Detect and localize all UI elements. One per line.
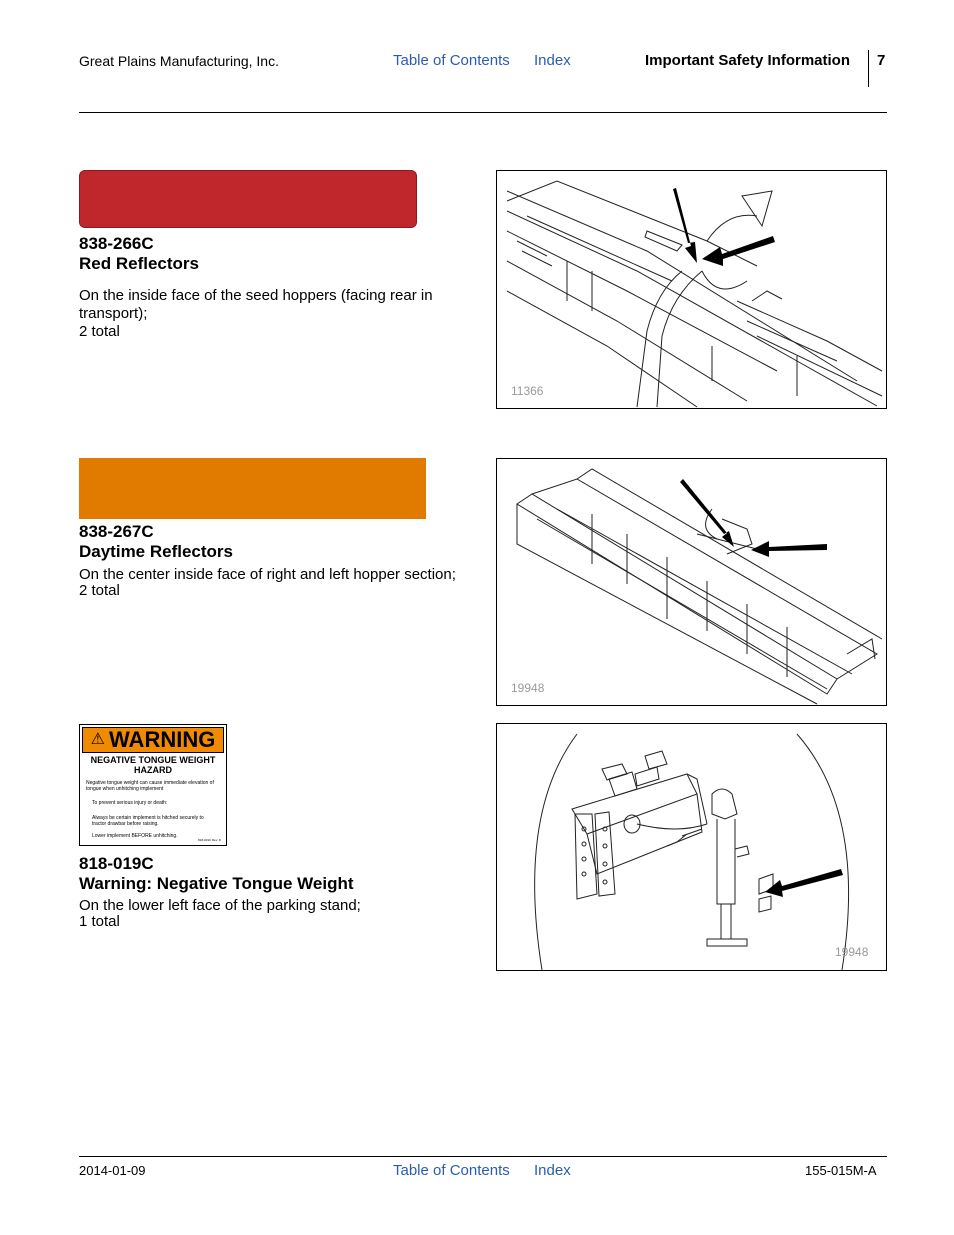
footer-index-link[interactable]: Index bbox=[534, 1162, 571, 1179]
decal-count: 2 total bbox=[79, 323, 120, 340]
decal-description: On the center inside face of right and left hopper section; bbox=[79, 566, 456, 583]
parking-stand-drawing bbox=[497, 724, 886, 970]
hopper-drawing bbox=[497, 171, 886, 408]
warning-header bbox=[82, 727, 224, 753]
warning-line1: Negative tongue weight can cause immediate elevation of tongue when unhitching implement bbox=[86, 780, 214, 792]
warning-line2: To prevent serious injury or death: bbox=[92, 800, 168, 806]
daytime-reflector-swatch bbox=[79, 458, 426, 519]
header-toc-link[interactable]: Table of Contents bbox=[393, 52, 510, 69]
section-title: Important Safety Information bbox=[645, 52, 851, 69]
warning-decal bbox=[79, 724, 227, 846]
decal-name: Warning: Negative Tongue Weight bbox=[79, 874, 354, 893]
figure-number: 19948 bbox=[835, 945, 869, 959]
company-name: Great Plains Manufacturing, Inc. bbox=[79, 53, 279, 69]
warning-signal-word: WARNING bbox=[109, 727, 216, 752]
decal-name: Red Reflectors bbox=[79, 254, 199, 273]
hopper-drawing bbox=[497, 459, 886, 705]
decal-description: On the lower left face of the parking stand; bbox=[79, 897, 361, 914]
warning-hazard-title: NEGATIVE TONGUE WEIGHT HAZARD bbox=[90, 755, 216, 775]
decal-count: 2 total bbox=[79, 582, 120, 599]
footer-date: 2014-01-09 bbox=[79, 1163, 146, 1178]
red-reflector-swatch bbox=[79, 170, 417, 228]
decal-description: On the inside face of the seed hoppers (facing rear in transport); bbox=[79, 287, 433, 322]
figure-parking-stand bbox=[496, 723, 887, 971]
figure-number: 11366 bbox=[511, 384, 544, 398]
decal-part-number: 838-266C bbox=[79, 234, 154, 253]
page-number: 7 bbox=[877, 52, 886, 69]
decal-count: 1 total bbox=[79, 913, 120, 930]
figure-red-reflectors bbox=[496, 170, 887, 409]
warning-bullet2: Lower implement BEFORE unhitching. bbox=[92, 833, 178, 839]
decal-part-number: 818-019C bbox=[79, 854, 154, 873]
figure-daytime-reflectors bbox=[496, 458, 887, 706]
header-divider bbox=[868, 50, 869, 87]
decal-part-number: 838-267C bbox=[79, 522, 154, 541]
warning-bullet1: Always be certain implement is hitched securely to tractor drawbar before raising. bbox=[92, 815, 204, 827]
header-rule bbox=[79, 112, 887, 113]
warning-triangle-icon: ⚠ bbox=[90, 731, 105, 748]
figure-number: 19948 bbox=[511, 681, 545, 695]
footer-rule bbox=[79, 1156, 887, 1157]
footer-toc-link[interactable]: Table of Contents bbox=[393, 1162, 510, 1179]
footer-doc-number: 155-015M-A bbox=[805, 1163, 877, 1178]
decal-name: Daytime Reflectors bbox=[79, 542, 234, 561]
warning-code: 818-019C Rev. D bbox=[198, 838, 221, 842]
header-index-link[interactable]: Index bbox=[534, 52, 571, 69]
